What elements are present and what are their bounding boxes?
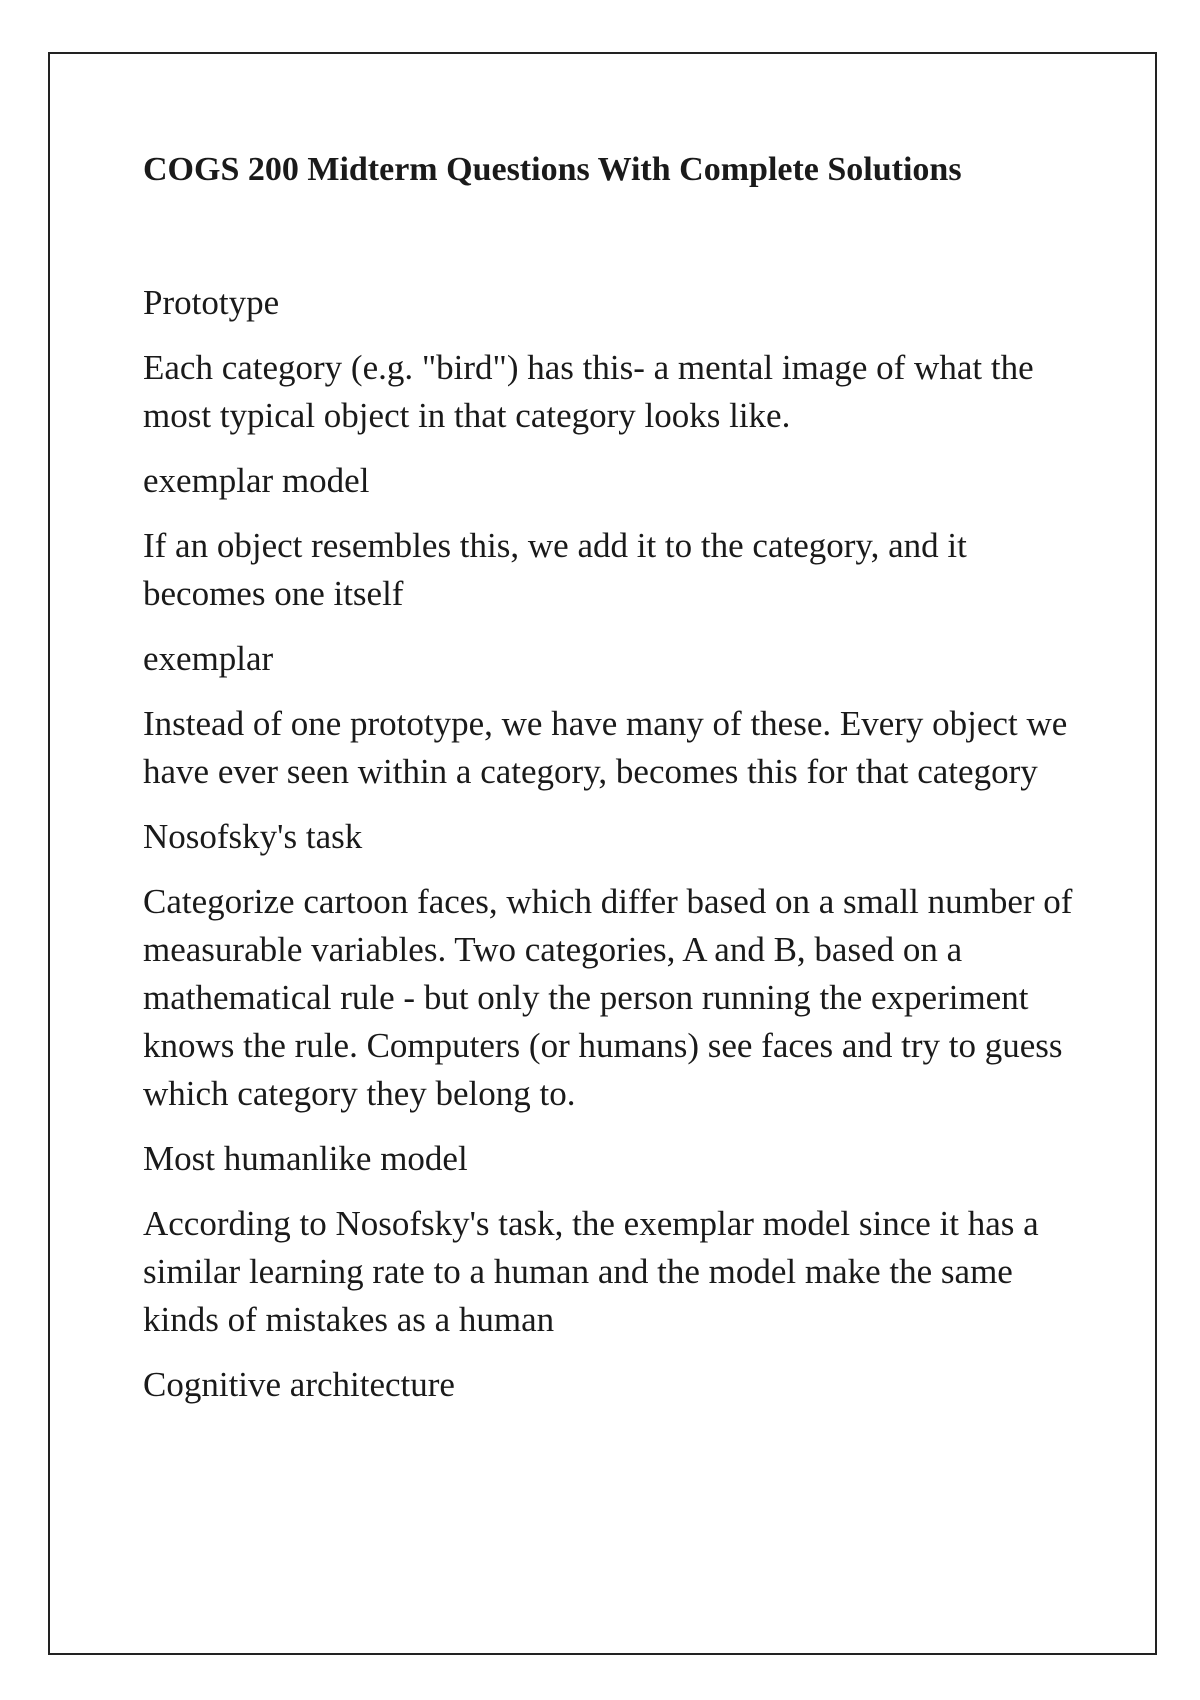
definition-prototype: Each category (e.g. "bird") has this- a mental image of what the most typical object in that category looks like. xyxy=(143,347,1034,435)
definition-exemplar-model: If an object resembles this, we add it to the category, and it becomes one itself xyxy=(143,525,967,613)
term-cognitive-architecture: Cognitive architecture xyxy=(143,1364,455,1404)
term-exemplar-model: exemplar model xyxy=(143,460,370,500)
term-prototype: Prototype xyxy=(143,282,280,322)
definition-nosofskys-task: Categorize cartoon faces, which differ based on a small number of measurable variables. Two categories, A and B, based on a mathematical rule - but only the person running the experiment knows the rule. Computers (or humans) see faces and try to guess which category they belong to. xyxy=(143,881,1073,1113)
definition-exemplar: Instead of one prototype, we have many of these. Every object we have ever seen within a category, becomes this for that category xyxy=(143,703,1068,791)
definition-most-humanlike-model: According to Nosofsky's task, the exemplar model since it has a similar learning rate to a human and the model make the same kinds of mistakes as a human xyxy=(143,1203,1039,1339)
document-title: COGS 200 Midterm Questions With Complete Solutions xyxy=(143,151,962,188)
term-most-humanlike-model: Most humanlike model xyxy=(143,1138,468,1178)
document-content xyxy=(143,150,1073,1426)
term-exemplar: exemplar xyxy=(143,638,274,678)
term-nosofskys-task: Nosofsky's task xyxy=(143,816,363,856)
